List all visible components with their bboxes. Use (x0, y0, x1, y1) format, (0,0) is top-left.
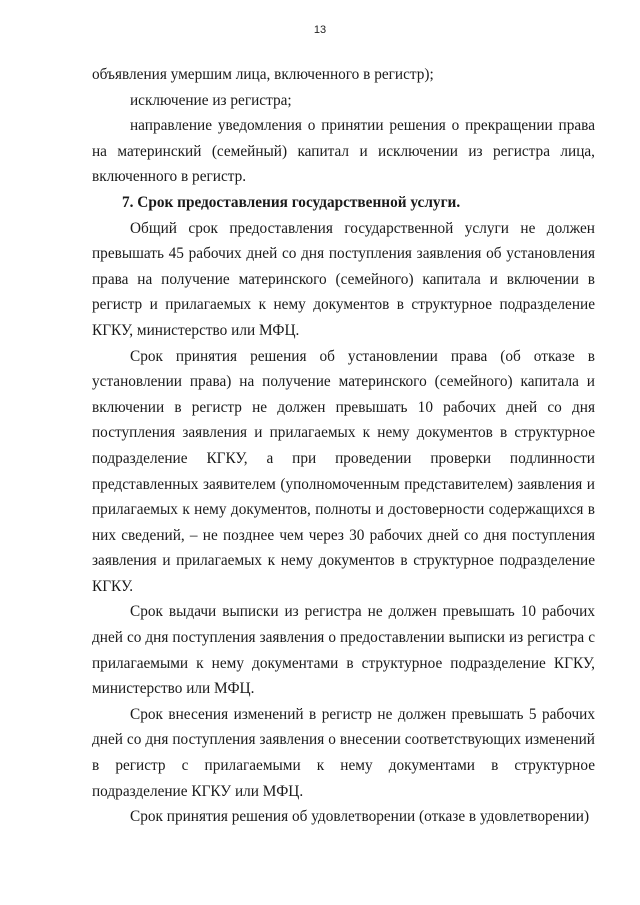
page-number: 13 (313, 24, 327, 36)
paragraph-changes-term: Срок внесения изменений в регистр не должен превышать 5 рабочих дней со дня поступления заявления о внесении соответствующих изменений в регистр с прилагаемыми к нему документами в структурное подразделение КГКУ или МФЦ. (92, 705, 595, 800)
paragraph-decision-term: Срок принятия решения об установлении права (об отказе в установлении права) на получение материнского (семейного) капитала и включении в регистр не должен превышать 10 рабочих дней со дня поступления заявления и прилагаемых к нему документов в структурное подразделение КГКУ, а при проведении проверки подлинности представленных заявителем (уполномоченным представителем) заявления и прилагаемых к нему документов, полноты и достоверности содержащихся в них сведений, – не позднее чем через 30 рабочих дней со дня поступления заявления и прилагаемых к нему документов в структурное подразделение КГКУ. (92, 347, 595, 595)
section-heading: 7. Срок предоставления государственной услуги. (122, 193, 461, 211)
paragraph-general-term: Общий срок предоставления государственной услуги не должен превышать 45 рабочих дней со дня поступления заявления об установления права на получение материнского (семейного) капитала и включении в регистр и прилагаемых к нему документов в структурное подразделение КГКУ, министерство или МФЦ. (92, 219, 595, 339)
paragraph-satisfaction-term: Срок принятия решения об удовлетворении (отказе в удовлетворении) (130, 808, 590, 826)
paragraph-continuation: объявления умершим лица, включенного в регистр); (92, 66, 434, 83)
paragraph-exclusion: исключение из регистра; (130, 91, 292, 109)
paragraph-extract-term: Срок выдачи выписки из регистра не должен превышать 10 рабочих дней со дня поступления заявления о предоставлении выписки из регистра с прилагаемыми к нему документами в структурное подразделение КГКУ, министерство или МФЦ. (92, 603, 595, 698)
document-body (92, 62, 595, 830)
paragraph-notification: направление уведомления о принятии решения о прекращении права на материнский (семейный) капитал и исключении из регистра лица, включенного в регистр. (92, 117, 595, 186)
